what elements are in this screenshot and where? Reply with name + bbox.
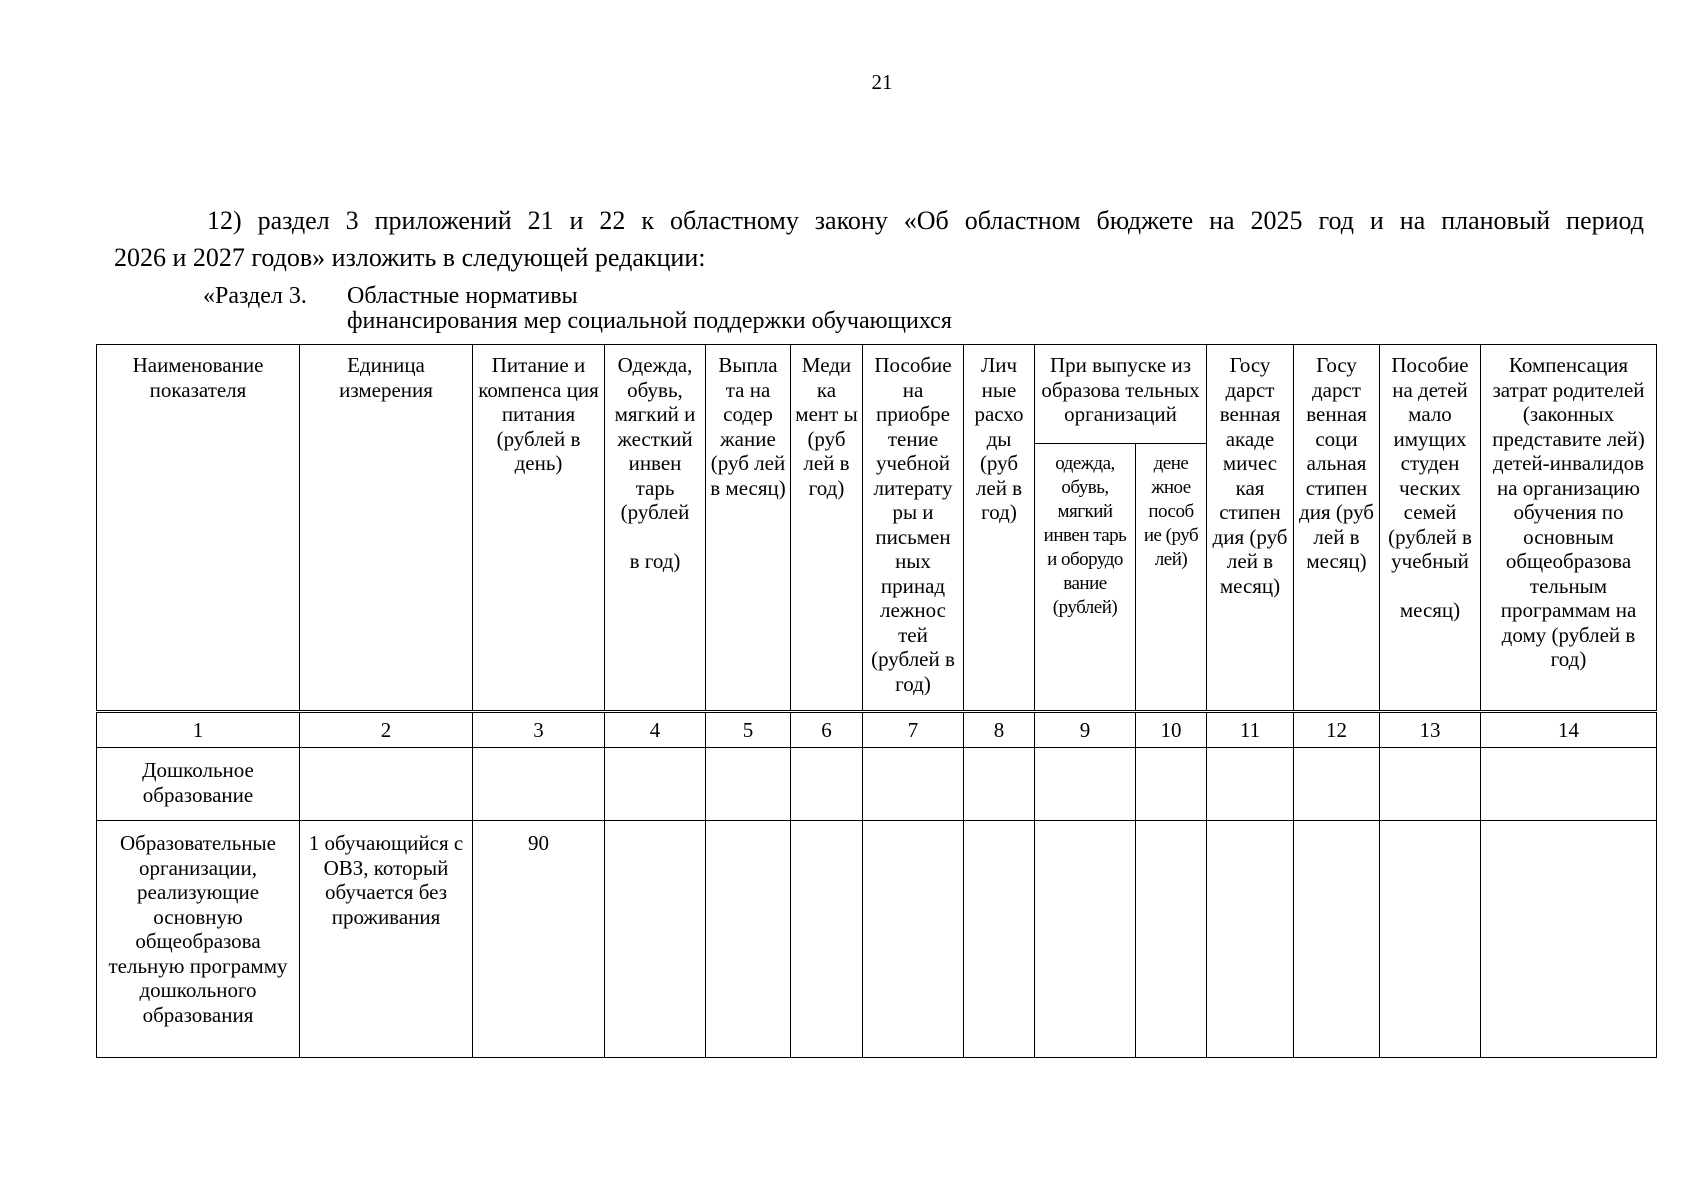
- row-indicator-name: Дошкольное образование: [97, 748, 300, 821]
- header-row: [97, 345, 1657, 444]
- column-number-row: [97, 712, 1657, 748]
- page-number: 21: [871, 70, 893, 94]
- row-indicator-name: Образовательные организации, реализующие основную общеобразова тельную программу дошкольного образования: [97, 821, 300, 1058]
- header-low-income-main: Пособие на детей мало имущих студен ческих семей (рублей в учебный: [1388, 353, 1472, 573]
- empty-cell: [863, 821, 964, 1058]
- header-medicines: Меди ка мент ы (руб лей в год): [791, 345, 863, 712]
- header-food: Питание и компенса ция питания (рублей в день): [473, 345, 605, 712]
- empty-cell: [1481, 821, 1657, 1058]
- empty-cell: [863, 748, 964, 821]
- column-number: 8: [964, 712, 1035, 748]
- empty-cell: [1294, 748, 1380, 821]
- empty-cell: [964, 821, 1035, 1058]
- column-number: 13: [1380, 712, 1481, 748]
- row-unit: 1 обучающийся с ОВЗ, который обучается без проживания: [300, 821, 473, 1058]
- row-unit: [300, 748, 473, 821]
- empty-cell: [791, 821, 863, 1058]
- header-graduation-group: При выпуске из образова тельных организаций: [1035, 345, 1207, 444]
- header-social-scholarship: Госу дарст венная соци альная стипен дия (руб лей в месяц): [1294, 345, 1380, 712]
- empty-cell: [605, 748, 706, 821]
- column-number: 5: [706, 712, 791, 748]
- header-study-materials-allowance: Пособие на приобре тение учебной литерату ры и письмен ных принад лежнос тей (рублей в год): [863, 345, 964, 712]
- section-title-line-1: Областные нормативы: [347, 283, 578, 309]
- intro-paragraph: [114, 202, 1644, 276]
- header-maintenance-payment: Выпла та на содер жание (руб лей в месяц): [706, 345, 791, 712]
- header-unit: Единица измерения: [300, 345, 473, 712]
- section-title-line-2: финансирования мер социальной поддержки обучающихся: [347, 308, 952, 334]
- empty-cell: [1035, 748, 1136, 821]
- column-number: 14: [1481, 712, 1657, 748]
- column-number: 10: [1136, 712, 1207, 748]
- empty-cell: [1136, 748, 1207, 821]
- column-number: 6: [791, 712, 863, 748]
- header-clothing-unit: в год): [629, 548, 681, 573]
- empty-cell: [1380, 821, 1481, 1058]
- header-low-income-unit: месяц): [1399, 597, 1461, 622]
- column-number: 11: [1207, 712, 1294, 748]
- column-number: 9: [1035, 712, 1136, 748]
- empty-cell: [964, 748, 1035, 821]
- empty-cell: [1035, 821, 1136, 1058]
- norms-table: [96, 344, 1657, 1058]
- header-indicator-name: Наименование показателя: [97, 345, 300, 712]
- empty-cell: [1380, 748, 1481, 821]
- header-graduation-cash: дене жное пособ ие (руб лей): [1136, 444, 1207, 712]
- empty-cell: [1294, 821, 1380, 1058]
- empty-cell: [706, 821, 791, 1058]
- table-row: [97, 821, 1657, 1058]
- intro-line-1: 12) раздел 3 приложений 21 и 22 к областному закону «Об областном бюджете на 2025 год и на плановый период: [207, 206, 1644, 235]
- table-row: [97, 748, 1657, 821]
- column-number: 4: [605, 712, 706, 748]
- header-academic-scholarship: Госу дарст венная акаде мичес кая стипен дия (руб лей в месяц): [1207, 345, 1294, 712]
- header-personal-expenses: Лич ные расхо ды (руб лей в год): [964, 345, 1035, 712]
- row-food-value: [473, 748, 605, 821]
- header-low-income-students-allowance: [1380, 345, 1481, 712]
- header-clothing: [605, 345, 706, 712]
- column-number: 1: [97, 712, 300, 748]
- empty-cell: [1136, 821, 1207, 1058]
- empty-cell: [1481, 748, 1657, 821]
- empty-cell: [1207, 821, 1294, 1058]
- header-disabled-children-compensation: Компенсация затрат родителей (законных представите лей) детей-инвалидов на организацию обучения по основным общеобразова тельным программам на дому (рублей в год): [1481, 345, 1657, 712]
- section-label: «Раздел 3.: [203, 283, 307, 309]
- empty-cell: [791, 748, 863, 821]
- header-graduation-clothing: одежда, обувь, мягкий инвен тарь и оборудо вание (рублей): [1035, 444, 1136, 712]
- empty-cell: [1207, 748, 1294, 821]
- column-number: 2: [300, 712, 473, 748]
- column-number: 3: [473, 712, 605, 748]
- empty-cell: [605, 821, 706, 1058]
- header-clothing-main: Одежда, обувь, мягкий и жесткий инвен тарь (рублей: [614, 353, 696, 524]
- empty-cell: [706, 748, 791, 821]
- row-food-value: 90: [473, 821, 605, 1058]
- column-number: 12: [1294, 712, 1380, 748]
- column-number: 7: [863, 712, 964, 748]
- intro-line-2: 2026 и 2027 годов» изложить в следующей редакции:: [114, 243, 706, 272]
